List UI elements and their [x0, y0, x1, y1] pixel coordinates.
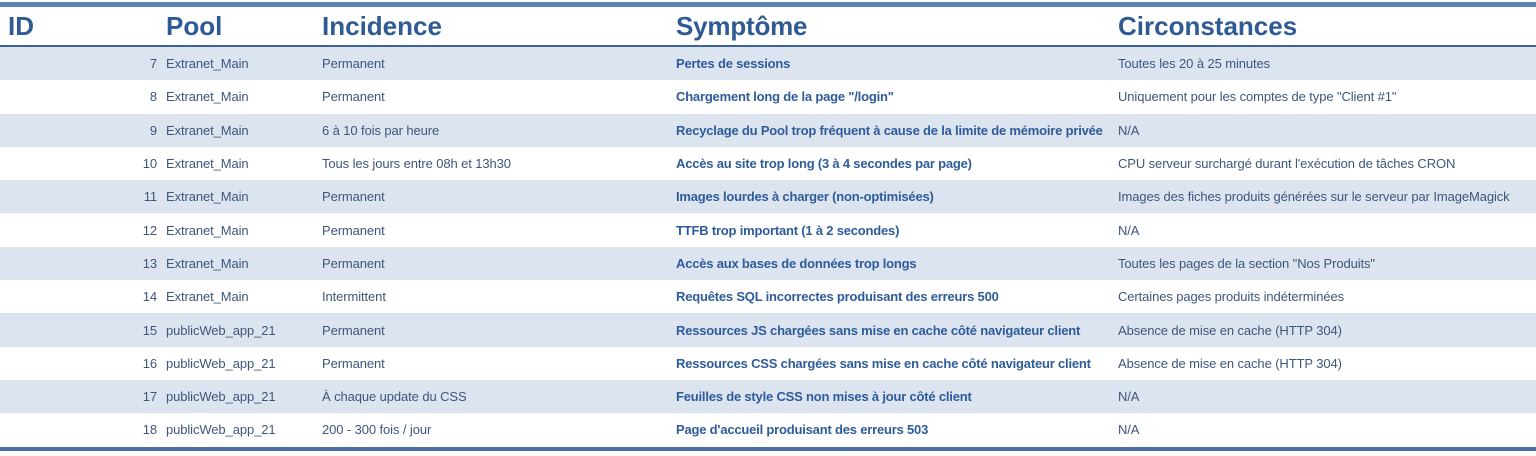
cell-id: 9 — [149, 122, 157, 138]
cell-incidence: 200 - 300 fois / jour — [322, 422, 432, 438]
cell-pool: Extranet_Main — [166, 156, 249, 172]
cell-pool: Extranet_Main — [166, 289, 249, 305]
cell-incidence: Tous les jours entre 08h et 13h30 — [322, 156, 511, 172]
cell-circonstances: N/A — [1118, 222, 1140, 238]
cell-incidence: Permanent — [322, 89, 385, 105]
col-header-incidence: Incidence — [322, 10, 442, 41]
cell-circonstances: Uniquement pour les comptes de type "Client #1" — [1118, 89, 1397, 105]
cell-pool: publicWeb_app_21 — [166, 422, 276, 438]
cell-incidence: À chaque update du CSS — [322, 389, 467, 405]
cell-incidence: 6 à 10 fois par heure — [322, 122, 440, 138]
table-row — [0, 413, 1536, 446]
cell-symptome: TTFB trop important (1 à 2 secondes) — [676, 222, 900, 238]
cell-circonstances: Absence de mise en cache (HTTP 304) — [1118, 322, 1342, 338]
cell-symptome: Pertes de sessions — [676, 56, 791, 72]
cell-symptome: Ressources JS chargées sans mise en cache côté navigateur client — [676, 322, 1081, 338]
col-header-circonstances: Circonstances — [1118, 10, 1298, 41]
cell-circonstances: N/A — [1118, 389, 1140, 405]
cell-symptome: Recyclage du Pool trop fréquent à cause de la limite de mémoire privée — [676, 122, 1103, 138]
cell-symptome: Page d'accueil produisant des erreurs 503 — [676, 422, 929, 438]
cell-circonstances: Images des fiches produits générées sur le serveur par ImageMagick — [1118, 189, 1510, 205]
cell-pool: Extranet_Main — [166, 89, 249, 105]
table-row — [0, 380, 1536, 413]
cell-incidence: Permanent — [322, 56, 385, 72]
cell-incidence: Intermittent — [322, 289, 386, 305]
table-row — [0, 247, 1536, 280]
cell-pool: publicWeb_app_21 — [166, 389, 276, 405]
cell-incidence: Permanent — [322, 255, 385, 271]
cell-symptome: Accès aux bases de données trop longs — [676, 255, 917, 271]
cell-circonstances: Toutes les 20 à 25 minutes — [1118, 56, 1271, 72]
table-row — [0, 147, 1536, 180]
cell-symptome: Accès au site trop long (3 à 4 secondes par page) — [676, 156, 972, 172]
cell-circonstances: Certaines pages produits indéterminées — [1118, 289, 1344, 305]
cell-pool: Extranet_Main — [166, 189, 249, 205]
cell-circonstances: Absence de mise en cache (HTTP 304) — [1118, 355, 1342, 371]
cell-circonstances: N/A — [1118, 422, 1140, 438]
cell-id: 17 — [142, 389, 157, 405]
table-row — [0, 180, 1536, 213]
cell-id: 11 — [143, 189, 157, 205]
cell-symptome: Images lourdes à charger (non-optimisées) — [676, 189, 934, 205]
cell-id: 16 — [142, 355, 157, 371]
cell-id: 12 — [142, 222, 157, 238]
cell-symptome: Chargement long de la page "/login" — [676, 89, 894, 105]
cell-symptome: Requêtes SQL incorrectes produisant des erreurs 500 — [676, 289, 999, 305]
table-bottom-border — [0, 447, 1536, 451]
col-header-id: ID — [8, 10, 34, 41]
cell-pool: Extranet_Main — [166, 222, 249, 238]
cell-pool: publicWeb_app_21 — [166, 322, 276, 338]
col-header-symptome: Symptôme — [676, 10, 808, 41]
col-header-pool: Pool — [166, 10, 223, 41]
table-row — [0, 47, 1536, 80]
cell-incidence: Permanent — [322, 222, 385, 238]
cell-pool: publicWeb_app_21 — [166, 355, 276, 371]
table-body — [0, 47, 1536, 447]
table-row — [0, 347, 1536, 380]
cell-symptome: Ressources CSS chargées sans mise en cache côté navigateur client — [676, 355, 1091, 371]
cell-id: 18 — [142, 422, 157, 438]
table-row — [0, 280, 1536, 313]
cell-circonstances: Toutes les pages de la section "Nos Produits" — [1118, 255, 1375, 271]
table-header-row — [0, 7, 1536, 45]
table-row — [0, 80, 1536, 113]
cell-circonstances: N/A — [1118, 122, 1140, 138]
cell-pool: Extranet_Main — [166, 122, 249, 138]
cell-id: 7 — [149, 56, 157, 72]
cell-id: 13 — [142, 255, 157, 271]
cell-id: 8 — [149, 89, 157, 105]
cell-pool: Extranet_Main — [166, 56, 249, 72]
cell-id: 15 — [142, 322, 157, 338]
cell-id: 14 — [142, 289, 157, 305]
cell-incidence: Permanent — [322, 189, 385, 205]
cell-incidence: Permanent — [322, 322, 385, 338]
table-row — [0, 213, 1536, 246]
cell-incidence: Permanent — [322, 355, 385, 371]
table-row — [0, 114, 1536, 147]
table-row — [0, 313, 1536, 346]
cell-id: 10 — [142, 156, 157, 172]
cell-circonstances: CPU serveur surchargé durant l'exécution de tâches CRON — [1118, 156, 1456, 172]
cell-pool: Extranet_Main — [166, 255, 249, 271]
cell-symptome: Feuilles de style CSS non mises à jour côté client — [676, 389, 972, 405]
